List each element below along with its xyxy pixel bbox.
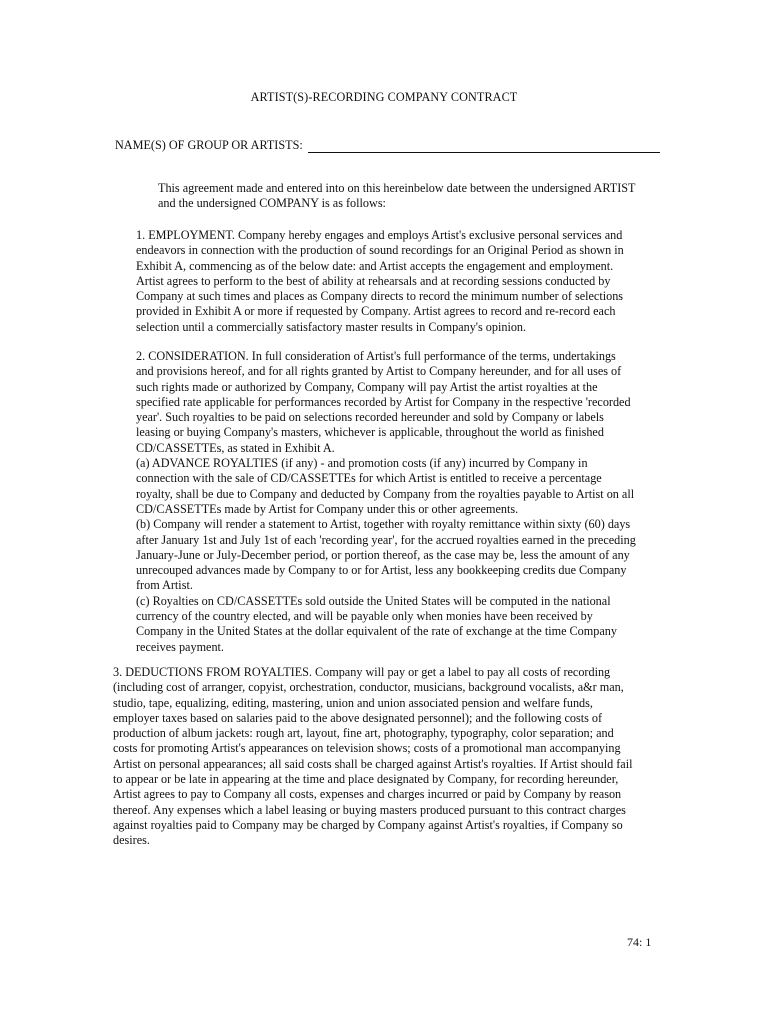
text-line: provided in Exhibit A or more if requested by Company. Artist agrees to record and re-record each — [136, 304, 616, 319]
text-line: such rights made or authorized by Company, Company will pay Artist the artist royalties at the — [136, 379, 598, 394]
text-line: endeavors in connection with the production of sound recordings for an Original Period as shown in — [136, 243, 624, 258]
text-line: Company in the United States at the dollar equivalent of the rate of exchange at the time Company — [136, 624, 617, 639]
text-line: thereof. Any expenses which a label leasing or buying masters produced pursuant to this contract charges — [113, 802, 626, 817]
text-line: studio, tape, equalizing, editing, mastering, union and union associated pension and welfare funds, — [113, 695, 593, 710]
text-line: and the undersigned COMPANY is as follows: — [158, 196, 386, 211]
text-line: costs for promoting Artist's appearances on television shows; costs of a promotional man accompanying — [113, 741, 621, 756]
text-line: selection until a commercially satisfactory master results in Company's opinion. — [136, 319, 527, 334]
text-line: January-June or July-December period, or portion thereof, as the case may be, less the amount of any — [136, 547, 630, 562]
text-line: (a) ADVANCE ROYALTIES (if any) - and promotion costs (if any) incurred by Company in — [136, 456, 588, 471]
text-line: royalty, shall be due to Company and deducted by Company from the royalties payable to Artist on all — [136, 486, 635, 501]
text-line: This agreement made and entered into on this hereinbelow date between the undersigned ARTIST — [158, 181, 636, 195]
text-line: (c) Royalties on CD/CASSETTEs sold outside the United States will be computed in the national — [136, 593, 611, 608]
section-employment — [136, 228, 656, 335]
text-line: Company at such times and places as Company directs to record the minimum number of selections — [136, 289, 624, 304]
text-line: Artist agrees to pay to Company all costs, expenses and charges incurred or paid by Company by reason — [113, 787, 622, 802]
group-name-blank-line — [308, 140, 660, 153]
text-line: currency of the country elected, and will be payable only when monies have been received by — [136, 609, 593, 624]
text-line: (including cost of arranger, copyist, orchestration, conductor, musicians, background vocalists, a&r man, — [113, 680, 624, 695]
document-title: ARTIST(S)-RECORDING COMPANY CONTRACT — [250, 90, 518, 104]
page-number: 74: 1 — [627, 935, 652, 949]
text-line: 2. CONSIDERATION. In full consideration of Artist's full performance of the terms, undertakings — [136, 349, 616, 363]
text-line: receives payment. — [136, 639, 224, 654]
text-line: year'. Such royalties to be paid on selections recorded hereunder and sold by Company or labels — [136, 410, 604, 425]
section-consideration — [136, 349, 656, 655]
text-line: CD/CASSETTEs made by Artist for Company under this or other agreements. — [136, 501, 519, 516]
text-line: 1. EMPLOYMENT. Company hereby engages and employs Artist's exclusive personal services and — [136, 228, 623, 242]
text-line: Exhibit A, commencing as of the below date: and Artist accepts the engagement and employment. — [136, 258, 614, 273]
intro-paragraph — [158, 181, 658, 212]
text-line: employer taxes based on salaries paid to the above designated personnel); and the following costs of — [113, 710, 603, 725]
text-line: Artist agrees to perform to the best of ability at rehearsals and at recording sessions conducted by — [136, 273, 611, 288]
group-name-label: NAME(S) OF GROUP OR ARTISTS: — [115, 138, 303, 152]
text-line: leasing or buying Company's masters, whichever is applicable, throughout the world as finished — [136, 425, 604, 440]
text-line: CD/CASSETTEs, as stated in Exhibit A. — [136, 440, 335, 455]
section-deductions — [113, 665, 658, 849]
text-line: specified rate applicable for performances recorded by Artist for Company in the respective 'recorded — [136, 394, 631, 409]
text-line: against royalties paid to Company may be charged by Company against Artist's royalties, if Company so — [113, 817, 623, 832]
text-line: Artist on personal appearances; all said costs shall be charged against Artist's royalties. If Artist should fail — [113, 756, 633, 771]
text-line: unrecouped advances made by Company to or for Artist, less any bookkeeping credits due Company — [136, 563, 627, 578]
text-line: and provisions hereof, and for all rights granted by Artist to Company hereunder, and for all uses of — [136, 364, 622, 379]
text-line: 3. DEDUCTIONS FROM ROYALTIES. Company will pay or get a label to pay all costs of recording — [113, 665, 611, 679]
text-line: from Artist. — [136, 578, 193, 593]
text-line: (b) Company will render a statement to Artist, together with royalty remittance within sixty (60) days — [136, 517, 631, 532]
text-line: production of album jackets: rough art, layout, fine art, photography, typography, color separation; and — [113, 726, 614, 741]
text-line: to appear or be late in appearing at the time and place designated by Company, for recording hereunder, — [113, 772, 619, 787]
group-name-field — [115, 138, 660, 153]
text-line: desires. — [113, 833, 150, 848]
text-line: connection with the sale of CD/CASSETTEs for which Artist is entitled to receive a percentage — [136, 471, 602, 486]
text-line: after January 1st and July 1st of each 'recording year', for the accrued royalties earned in the preceding — [136, 532, 636, 547]
